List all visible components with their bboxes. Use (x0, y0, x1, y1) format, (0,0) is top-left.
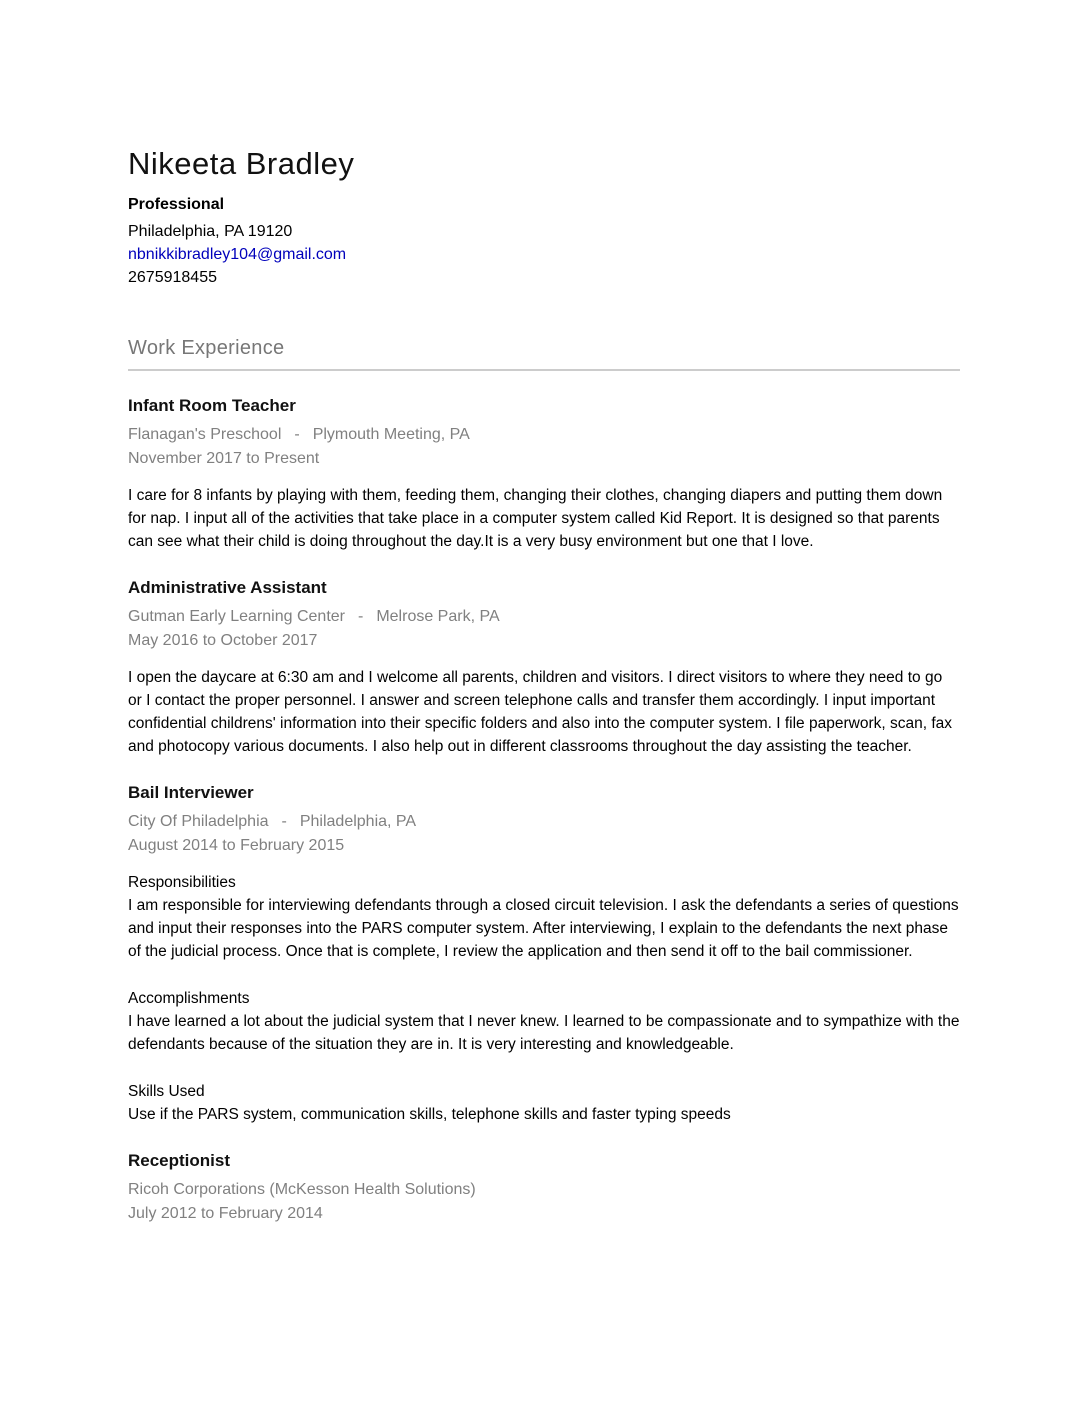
job-dates: May 2016 to October 2017 (128, 632, 318, 649)
job-description (128, 666, 960, 758)
job-section-label: Responsibilities (128, 874, 236, 891)
job-company-line (128, 1178, 960, 1202)
person-name: Nikeeta Bradley (128, 146, 355, 181)
job-company: Flanagan's Preschool (128, 426, 282, 443)
job-entry-administrative-assistant (128, 578, 960, 758)
work-experience-section (128, 337, 960, 1226)
job-description (128, 871, 960, 1126)
job-entry-infant-room-teacher (128, 396, 960, 553)
resume-header (128, 146, 960, 289)
job-section-text: I care for 8 infants by playing with them, feeding them, changing their clothes, changing diapers and putting them down for nap. I input all of the activities that take place in a computer system called Kid Report. It is designed so that parents can see what their child is doing throughout the day.It is a very busy environment but one that I love. (128, 487, 943, 550)
job-separator: - (358, 608, 364, 625)
job-company: City Of Philadelphia (128, 813, 269, 830)
email-link[interactable]: nbnikkibradley104@gmail.com (128, 246, 347, 263)
job-company-line (128, 605, 960, 629)
job-section-label: Skills Used (128, 1083, 205, 1100)
job-title: Infant Room Teacher (128, 396, 296, 415)
job-company: Ricoh Corporations (McKesson Health Solutions) (128, 1181, 476, 1198)
job-section-responsibilities (128, 871, 960, 963)
job-entry-receptionist (128, 1151, 960, 1226)
job-section-accomplishments (128, 987, 960, 1056)
job-section-text: Use if the PARS system, communication skills, telephone skills and faster typing speeds (128, 1106, 731, 1123)
job-description-section (128, 484, 960, 553)
job-location: Melrose Park, PA (376, 608, 500, 625)
job-location: Plymouth Meeting, PA (312, 426, 470, 443)
job-section-text: I am responsible for interviewing defendants through a closed circuit television. I ask the defendants a series of questions and input their responses into the PARS computer system. After interviewing, I explain to the defendants the next phase of the judicial process. Once that is complete, I review the application and then send it off to the bail commissioner. (128, 897, 959, 960)
job-dates: August 2014 to February 2015 (128, 837, 345, 854)
job-title: Administrative Assistant (128, 578, 327, 597)
job-title: Receptionist (128, 1151, 231, 1170)
job-description-section (128, 666, 960, 758)
job-company: Gutman Early Learning Center (128, 608, 345, 625)
job-location: Philadelphia, PA (299, 813, 417, 830)
job-separator: - (281, 813, 287, 830)
job-section-text: I open the daycare at 6:30 am and I welcome all parents, children and visitors. I direct visitors to where they need to go or I contact the proper personnel. I answer and screen telephone calls and transfer them accordingly. I input important confidential childrens' information into their specific folders and also into the computer system. I file paperwork, scan, fax and photocopy various documents. I also help out in different classrooms throughout the day assisting the teacher. (128, 669, 952, 755)
job-description (128, 484, 960, 553)
person-role: Professional (128, 196, 225, 213)
job-company-line (128, 810, 960, 834)
job-entry-bail-interviewer (128, 783, 960, 1126)
person-phone: 2675918455 (128, 269, 217, 286)
section-title-work-experience: Work Experience (128, 337, 960, 371)
person-location: Philadelphia, PA 19120 (128, 223, 293, 240)
job-section-label: Accomplishments (128, 990, 250, 1007)
job-company-line (128, 423, 960, 447)
job-dates: July 2012 to February 2014 (128, 1205, 323, 1222)
job-section-skills-used (128, 1080, 960, 1126)
job-section-text: I have learned a lot about the judicial system that I never knew. I learned to be compassionate and to sympathize with the defendants because of the situation they are in. It is very interesting and knowledgeable. (128, 1013, 960, 1053)
job-separator: - (294, 426, 300, 443)
job-dates: November 2017 to Present (128, 450, 320, 467)
job-title: Bail Interviewer (128, 783, 254, 802)
